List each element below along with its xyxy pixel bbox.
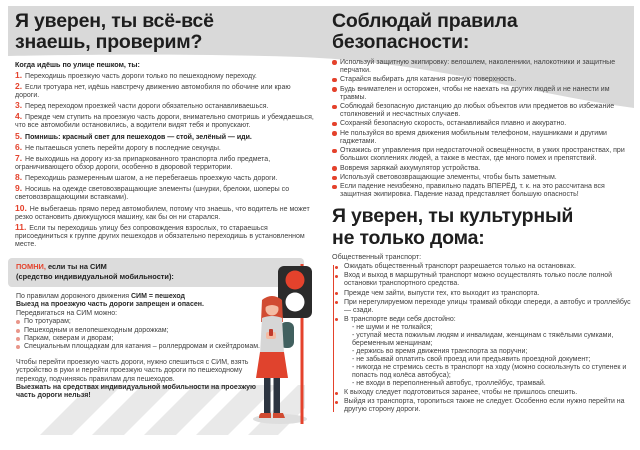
transport-sub-rule: - не забывай оплатить свой проезд или предъявить проездной документ; xyxy=(352,356,591,364)
numbered-rule-item xyxy=(15,112,315,130)
safety-rule-item xyxy=(332,147,634,163)
rule-text: Не выходишь на дорогу из-за припаркованного транспорта либо предмета, ограничивающего обзор дороги, особенно в дворовой территории. xyxy=(15,156,271,171)
right-title xyxy=(332,11,634,54)
transport-sub-rule: - не входи в переполненный автобус, троллейбус, трамвай. xyxy=(352,380,546,388)
bullet-icon xyxy=(332,78,337,83)
transport-sub-rule: - никогда не стремись сесть в транспорт на ходу (можно соскользнуть со ступенек и попасть под колёса автобуса); xyxy=(352,364,627,380)
transport-rule-item xyxy=(342,299,634,315)
transport-subtitle: Общественный транспорт: xyxy=(332,252,422,262)
transport-rule-text: Ожидать общественный транспорт разрешается только на остановках. xyxy=(344,263,576,271)
transport-rule-text: Прежде чем зайти, выпусти тех, кто выходит из транспорта. xyxy=(344,289,540,297)
transport-rule-text: Вход и выход в маршрутный транспорт можно осуществлять только после полной остановки транспортного средства. xyxy=(344,272,613,288)
bullet-icon xyxy=(335,301,338,304)
culture-title-line2: не только дома: xyxy=(332,226,485,249)
numbered-rule-item xyxy=(15,71,315,81)
rule-number: 2. xyxy=(15,81,23,92)
rule-text: Прежде чем ступить на проезжую часть дороги, внимательно смотришь и убеждаешься, что все автомобили остановились, а водители видят тебя и пропускают. xyxy=(15,114,314,130)
numbered-rule-item xyxy=(15,173,315,183)
numbered-rule-item xyxy=(15,154,315,172)
transport-rule-item xyxy=(342,398,634,414)
transport-rule-text: Выйдя из транспорта, торопиться также не следует. Особенно если нужно перейти на другую сторону дороги. xyxy=(344,398,625,414)
sim-header-emphasis: ПОМНИ, xyxy=(16,262,46,271)
numbered-rule-item xyxy=(15,184,315,202)
rule-number: 5. xyxy=(15,130,23,141)
transport-rule-item xyxy=(342,290,634,298)
rule-text: Носишь на одежде световозвращающие элементы (шнурки, брелоки, шоперы со световозвращающими вставками). xyxy=(15,186,290,202)
safety-rule-text: Старайся выбирать для катания ровную поверхность. xyxy=(340,76,517,84)
sim-allowed-text: Паркам, скверам и дворам; xyxy=(24,335,114,343)
sim-allowed-intro: Передвигаться на СИМ можно: xyxy=(16,309,118,317)
sim-header-line2: (средство индивидуальной мобильности): xyxy=(16,272,174,281)
left-title xyxy=(15,11,315,54)
transport-rule-text: К выходу следует подготовиться заранее, чтобы не пришлось спешить. xyxy=(344,389,578,397)
numbered-rule-item xyxy=(15,223,315,249)
rule-text: Переходишь размеренным шагом, а не перебегаешь проезжую часть дороги. xyxy=(23,175,278,183)
numbered-rule-item xyxy=(15,101,315,111)
rule-number: 8. xyxy=(15,172,23,183)
safety-rule-text: Откажись от управления при недостаточной освещённости, в узких пространствах, при больших скоплениях людей, а также в местах, где много помех и препятствий. xyxy=(340,147,625,163)
bullet-icon xyxy=(335,275,338,278)
right-title-line2: безопасности: xyxy=(332,31,470,54)
safety-rule-item xyxy=(332,120,634,128)
sim-body xyxy=(16,293,264,401)
sim-allowed-list xyxy=(16,318,264,352)
red-rule-line xyxy=(333,265,335,412)
rule-number: 4. xyxy=(15,111,23,122)
safety-rule-item xyxy=(332,86,634,102)
bullet-icon xyxy=(332,131,337,136)
left-title-line1: Я уверен, ты всё-всё xyxy=(15,10,214,32)
pedestrian-section xyxy=(15,11,315,250)
transport-items xyxy=(342,263,634,414)
bullet-icon xyxy=(332,185,337,190)
numbered-rule-item xyxy=(15,143,315,153)
safety-rule-item xyxy=(332,130,634,146)
rule-text: Помнишь: красный свет для пешеходов — стой, зелёный — иди. xyxy=(23,133,252,141)
bullet-icon xyxy=(332,60,337,65)
safety-rule-text: Используй защитную экипировку: велошлем, наколенники, налокотники и защитные перчатки. xyxy=(340,58,616,74)
bullet-icon xyxy=(16,329,20,333)
bullet-icon xyxy=(16,345,20,349)
sim-allowed-text: По тротуарам; xyxy=(24,318,71,326)
numbered-rule-item xyxy=(15,82,315,100)
sim-allowed-item xyxy=(16,327,264,335)
pedestrian-rules-list xyxy=(15,71,315,249)
right-title-line1: Соблюдай правила xyxy=(332,10,518,32)
bullet-icon xyxy=(16,337,20,341)
rule-text: Если тротуара нет, идёшь навстречу движению автомобиля по обочине или краю дороги. xyxy=(15,84,291,100)
transport-rule-item xyxy=(342,272,634,288)
transport-rule-item xyxy=(342,389,634,397)
equipment-section xyxy=(332,11,634,416)
safety-rule-item xyxy=(332,183,634,199)
sim-rule-forbidden: Выезд на проезжую часть дороги запрещен и опасен. xyxy=(16,301,204,309)
bullet-icon xyxy=(332,122,337,127)
bullet-icon xyxy=(335,266,338,269)
bullet-icon xyxy=(335,392,338,395)
transport-rule-text: При нерегулируемом переходе улицы трамвай обходи спереди, а автобус и троллейбус — сзади. xyxy=(344,298,631,314)
sim-header-rest: если ты на СИМ xyxy=(45,262,107,271)
rule-number: 10. xyxy=(15,202,27,213)
sim-allowed-text: Пешеходным и велопешеходным дорожкам; xyxy=(24,326,169,334)
numbered-rule-item xyxy=(15,204,315,222)
bullet-icon xyxy=(335,292,338,295)
safety-rule-text: Соблюдай безопасную дистанцию до любых объектов или предметов во избежание столкновений и несчастных случаев. xyxy=(340,103,615,119)
safety-rule-item xyxy=(332,76,634,84)
pedestrian-intro: Когда идёшь по улице пешком, ты: xyxy=(15,59,140,69)
bullet-icon xyxy=(332,87,337,92)
safety-rule-text: Не пользуйся во время движения мобильным телефоном, наушниками и другими гаджетами. xyxy=(340,129,607,145)
sim-rule-definition: По правилам дорожного движения СИМ = пешеход xyxy=(16,293,185,300)
rule-number: 9. xyxy=(15,183,23,194)
safety-rule-item xyxy=(332,165,634,173)
rule-text: Не пытаешься успеть перейти дорогу в последние секунды. xyxy=(23,144,221,152)
transport-sub-rule: - держись во время движения транспорта за поручни; xyxy=(352,348,528,356)
sim-crossing-rule: Чтобы перейти проезжую часть дороги, нужно спешиться с СИМ, взять устройство в руки и перейти проезжую часть дороги по пешеходному переходу, подчиняясь правилам для пешеходов. xyxy=(16,358,249,383)
rule-text: Переходишь проезжую часть дороги только по пешеходному переходу. xyxy=(23,72,257,80)
bullet-icon xyxy=(332,176,337,181)
rule-text: Не выбегаешь прямо перед автомобилем, потому что знаешь, что водитель не может резко остановить движущуюся машину, как бы он ни старался. xyxy=(15,205,310,221)
sim-allowed-item xyxy=(16,318,264,326)
numbered-rule-item xyxy=(15,132,315,142)
rule-number: 7. xyxy=(15,153,23,163)
safety-rule-text: Будь внимателен и осторожен, чтобы не наехать на других людей и не нанести им травмы. xyxy=(340,85,610,101)
sim-allowed-text: Специальным площадкам для катания – роллердромам и скейтдромам. xyxy=(24,343,260,351)
transport-sub-rule: - уступай места пожилым людям и инвалидам, женщинам с тяжёлыми сумками, беременным женщинам; xyxy=(352,332,614,348)
safety-rule-item xyxy=(332,103,634,119)
safety-rule-text: Вовремя заряжай аккумулятор устройства. xyxy=(340,164,481,172)
rule-number: 1. xyxy=(15,69,23,80)
safety-rules-list xyxy=(332,59,634,200)
safety-rule-text: Если падение неизбежно, правильно падать ВПЕРЁД, т. к. на это рассчитана вся защитная экипировка. Падение назад представляет большую опасность! xyxy=(340,183,605,199)
rule-number: 6. xyxy=(15,141,23,152)
transport-rule-text: В транспорте веди себя достойно: xyxy=(344,316,456,324)
transport-rule-item xyxy=(342,316,634,388)
safety-rule-item xyxy=(332,174,634,182)
rule-text: Если ты переходишь улицу без сопровождения взрослых, то стараешься присоединиться к группе других пешеходов и обязательно переходишь в установленном месте. xyxy=(15,224,305,248)
rule-text: Перед переходом проезжей части дороги обязательно останавливаешься. xyxy=(23,103,269,111)
sim-allowed-item xyxy=(16,343,264,351)
transport-sub-rule: - не шуми и не толкайся; xyxy=(352,324,433,332)
girl-at-traffic-light-illustration xyxy=(250,256,320,436)
transport-rule-item xyxy=(342,263,634,271)
safety-rule-item xyxy=(332,59,634,75)
left-title-line2: знаешь, проверим? xyxy=(15,31,203,54)
sim-warning: Выезжать на средствах индивидуальной мобильности на проезжую часть дороги нельзя! xyxy=(16,384,256,400)
safety-rule-text: Используй световозвращающие элементы, чтобы быть заметным. xyxy=(340,174,557,181)
rule-number: 3. xyxy=(15,100,23,111)
rule-number: 11. xyxy=(15,221,27,232)
bullet-icon xyxy=(335,318,338,321)
transport-rules-list xyxy=(332,263,634,414)
bullet-icon xyxy=(332,149,337,154)
bullet-icon xyxy=(332,105,337,110)
culture-title xyxy=(332,206,634,249)
bullet-icon xyxy=(16,320,20,324)
culture-title-line1: Я уверен, ты культурный xyxy=(332,205,574,228)
safety-rule-text: Сохраняй безопасную скорость, останавливайся плавно и аккуратно. xyxy=(340,120,567,128)
bullet-icon xyxy=(332,166,337,171)
bullet-icon xyxy=(335,401,338,404)
